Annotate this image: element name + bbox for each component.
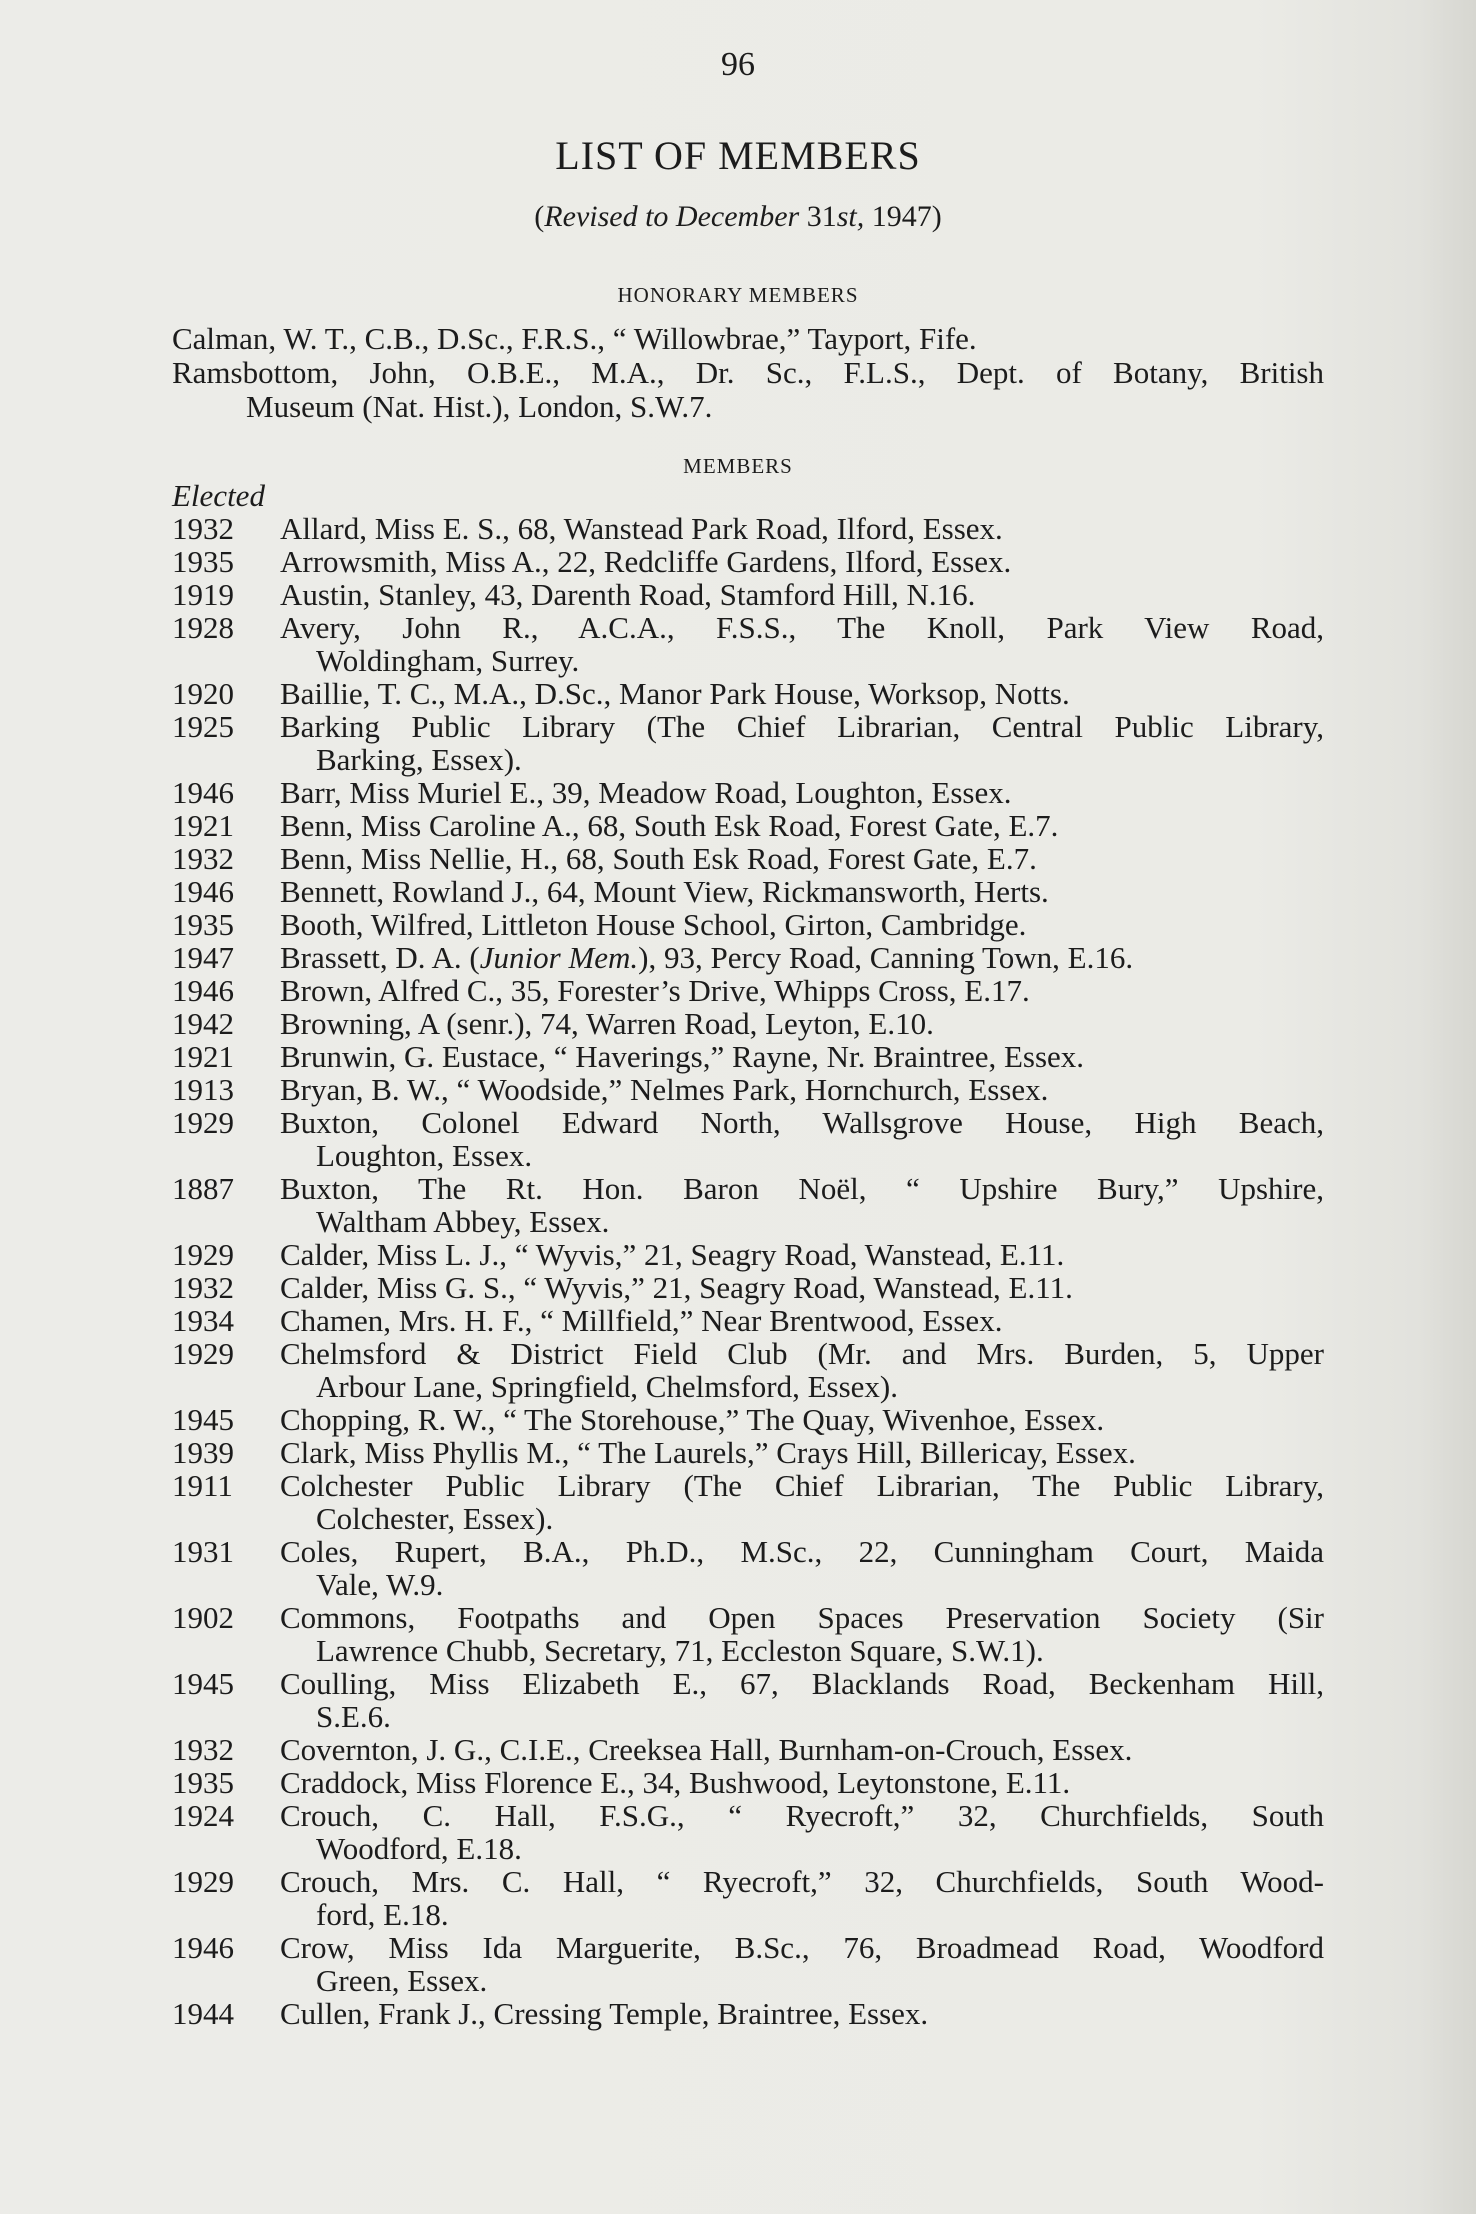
member-year: 1932: [172, 841, 234, 876]
member-year: 1913: [172, 1072, 234, 1107]
subtitle-year: 1947): [871, 200, 942, 233]
member-line: Avery, John R., A.C.A., F.S.S., The Knoll, Park View Road,: [280, 610, 1324, 645]
member-row: [172, 875, 1324, 908]
honorary-entry: Ramsbottom, John, O.B.E., M.A., Dr. Sc., F.L.S., Dept. of Botany, British: [172, 355, 1324, 390]
member-entry: [280, 611, 1324, 677]
member-entry: [280, 908, 1324, 941]
member-entry: [280, 1403, 1324, 1436]
member-line: Chopping, R. W., “ The Storehouse,” The Quay, Wivenhoe, Essex.: [280, 1402, 1105, 1437]
member-line: Coulling, Miss Elizabeth E., 67, Blacklands Road, Beckenham Hill,: [280, 1666, 1324, 1701]
member-entry: [280, 1733, 1324, 1766]
member-entry: [280, 1865, 1324, 1931]
member-row: [172, 1073, 1324, 1106]
member-line-continued: Waltham Abbey, Essex.: [316, 1204, 610, 1239]
member-row: [172, 512, 1324, 545]
member-entry: [280, 1469, 1324, 1535]
member-line: Buxton, Colonel Edward North, Wallsgrove House, High Beach,: [280, 1105, 1324, 1140]
member-year: 1929: [172, 1336, 234, 1371]
member-line: Barking Public Library (The Chief Librarian, Central Public Library,: [280, 709, 1324, 744]
member-line-continued: Arbour Lane, Springfield, Chelmsford, Essex).: [316, 1369, 898, 1404]
member-entry: [280, 776, 1324, 809]
member-year: 1920: [172, 676, 234, 711]
member-entry: [280, 1040, 1324, 1073]
member-entry: [280, 710, 1324, 776]
member-entry: [280, 1436, 1324, 1469]
member-year: 1929: [172, 1105, 234, 1140]
member-entry: [280, 545, 1324, 578]
member-year: 1935: [172, 1765, 234, 1800]
member-line: Austin, Stanley, 43, Darenth Road, Stamford Hill, N.16.: [280, 577, 976, 612]
member-line: Benn, Miss Caroline A., 68, South Esk Road, Forest Gate, E.7.: [280, 808, 1059, 843]
subtitle-italic: Revised to December: [544, 200, 800, 233]
member-row: [172, 1766, 1324, 1799]
member-year: 1929: [172, 1864, 234, 1899]
member-line-continued: Woodford, E.18.: [316, 1831, 522, 1866]
member-text: ), 93, Percy Road, Canning Town, E.16.: [638, 940, 1134, 975]
member-line-continued: Lawrence Chubb, Secretary, 71, Eccleston Square, S.W.1).: [316, 1633, 1044, 1668]
member-year: 1931: [172, 1534, 234, 1569]
member-year: 1887: [172, 1171, 234, 1206]
member-entry: [280, 1106, 1324, 1172]
member-year: 1947: [172, 940, 234, 975]
member-line: Booth, Wilfred, Littleton House School, Girton, Cambridge.: [280, 907, 1027, 942]
member-line: Chelmsford & District Field Club (Mr. and Mrs. Burden, 5, Upper: [280, 1336, 1324, 1371]
member-line: Crouch, C. Hall, F.S.G., “ Ryecroft,” 32, Churchfields, South: [280, 1798, 1324, 1833]
member-year: 1944: [172, 1996, 234, 2031]
member-entry: [280, 974, 1324, 1007]
member-line: Browning, A (senr.), 74, Warren Road, Leyton, E.10.: [280, 1006, 934, 1041]
member-year: 1942: [172, 1006, 234, 1041]
member-line-continued: Loughton, Essex.: [316, 1138, 533, 1173]
member-entry: [280, 875, 1324, 908]
member-year: 1932: [172, 1732, 234, 1767]
member-row: [172, 1304, 1324, 1337]
member-year: 1946: [172, 1930, 234, 1965]
member-entry: [280, 1337, 1324, 1403]
member-year: 1932: [172, 1270, 234, 1305]
member-row: [172, 1931, 1324, 1997]
member-row: [172, 1403, 1324, 1436]
member-line: Bennett, Rowland J., 64, Mount View, Rickmansworth, Herts.: [280, 874, 1049, 909]
member-row: [172, 1238, 1324, 1271]
member-row: [172, 941, 1324, 974]
member-row: [172, 842, 1324, 875]
member-entry: [280, 1601, 1324, 1667]
honorary-heading: HONORARY MEMBERS: [617, 283, 859, 307]
member-entry: [280, 1535, 1324, 1601]
member-year: 1946: [172, 973, 234, 1008]
member-line: Arrowsmith, Miss A., 22, Redcliffe Gardens, Ilford, Essex.: [280, 544, 1012, 579]
member-row: [172, 809, 1324, 842]
member-year: 1945: [172, 1666, 234, 1701]
member-year: 1939: [172, 1435, 234, 1470]
member-entry: [280, 1667, 1324, 1733]
member-row: [172, 1469, 1324, 1535]
member-year: 1935: [172, 544, 234, 579]
member-line: Commons, Footpaths and Open Spaces Preservation Society (Sir: [280, 1600, 1324, 1635]
member-year: 1902: [172, 1600, 234, 1635]
member-line-continued: Green, Essex.: [316, 1963, 488, 1998]
member-year: 1945: [172, 1402, 234, 1437]
member-line: Crouch, Mrs. C. Hall, “ Ryecroft,” 32, Churchfields, South Wood-: [280, 1864, 1324, 1899]
member-entry: [280, 1799, 1324, 1865]
member-line: Clark, Miss Phyllis M., “ The Laurels,” Crays Hill, Billericay, Essex.: [280, 1435, 1136, 1470]
member-text-italic: Junior Mem.: [479, 940, 639, 975]
member-text: Brassett, D. A. (: [280, 940, 480, 975]
member-entry: [280, 1766, 1324, 1799]
member-line: Allard, Miss E. S., 68, Wanstead Park Road, Ilford, Essex.: [280, 511, 1003, 546]
member-entry: [280, 677, 1324, 710]
member-year: 1929: [172, 1237, 234, 1272]
member-line: Craddock, Miss Florence E., 34, Bushwood, Leytonstone, E.11.: [280, 1765, 1071, 1800]
member-line: Covernton, J. G., C.I.E., Creeksea Hall, Burnham-on-Crouch, Essex.: [280, 1732, 1133, 1767]
member-entry: [280, 512, 1324, 545]
member-line-continued: Woldingham, Surrey.: [316, 643, 580, 678]
member-year: 1946: [172, 775, 234, 810]
member-line: Bryan, B. W., “ Woodside,” Nelmes Park, Hornchurch, Essex.: [280, 1072, 1049, 1107]
member-entry: [280, 941, 1324, 974]
member-line: Barr, Miss Muriel E., 39, Meadow Road, Loughton, Essex.: [280, 775, 1012, 810]
honorary-list: [172, 322, 1324, 424]
member-entry: [280, 1007, 1324, 1040]
member-year: 1911: [172, 1468, 233, 1503]
member-row: [172, 776, 1324, 809]
member-row: [172, 1172, 1324, 1238]
member-line-continued: Vale, W.9.: [316, 1567, 444, 1602]
page-number: 96: [721, 46, 755, 83]
member-row: [172, 1997, 1324, 2030]
member-row: [172, 1601, 1324, 1667]
member-year: 1921: [172, 1039, 234, 1074]
member-entry: [280, 809, 1324, 842]
member-entry: [280, 1073, 1324, 1106]
member-row: [172, 1271, 1324, 1304]
honorary-entry-continued: Museum (Nat. Hist.), London, S.W.7.: [246, 389, 713, 424]
member-row: [172, 1337, 1324, 1403]
member-row: [172, 611, 1324, 677]
member-year: 1928: [172, 610, 234, 645]
member-entry: [280, 1172, 1324, 1238]
member-line: Brunwin, G. Eustace, “ Haverings,” Rayne, Nr. Braintree, Essex.: [280, 1039, 1085, 1074]
member-entry: [280, 1931, 1324, 1997]
member-row: [172, 1436, 1324, 1469]
member-line: Chamen, Mrs. H. F., “ Millfield,” Near Brentwood, Essex.: [280, 1303, 1003, 1338]
member-row: [172, 1040, 1324, 1073]
member-line: Calder, Miss L. J., “ Wyvis,” 21, Seagry Road, Wanstead, E.11.: [280, 1237, 1065, 1272]
member-entry: [280, 1997, 1324, 2030]
member-row: [172, 1799, 1324, 1865]
member-line: Buxton, The Rt. Hon. Baron Noël, “ Upshire Bury,” Upshire,: [280, 1171, 1324, 1206]
member-row: [172, 677, 1324, 710]
member-line: Brown, Alfred C., 35, Forester’s Drive, Whipps Cross, E.17.: [280, 973, 1030, 1008]
member-row: [172, 908, 1324, 941]
member-line: Cullen, Frank J., Cressing Temple, Braintree, Essex.: [280, 1996, 929, 2031]
member-year: 1932: [172, 511, 234, 546]
member-row: [172, 1535, 1324, 1601]
member-row: [172, 1865, 1324, 1931]
honorary-entry: Calman, W. T., C.B., D.Sc., F.R.S., “ Willowbrae,” Tayport, Fife.: [172, 321, 977, 356]
member-year: 1924: [172, 1798, 234, 1833]
member-line-continued: S.E.6.: [316, 1699, 391, 1734]
page-title: LIST OF MEMBERS: [555, 133, 921, 178]
member-entry: [280, 842, 1324, 875]
member-line: Calder, Miss G. S., “ Wyvis,” 21, Seagry Road, Wanstead, E.11.: [280, 1270, 1073, 1305]
member-line-continued: ford, E.18.: [316, 1897, 449, 1932]
member-entry: [280, 578, 1324, 611]
member-row: [172, 1007, 1324, 1040]
member-year: 1919: [172, 577, 234, 612]
member-year: 1935: [172, 907, 234, 942]
member-year: 1934: [172, 1303, 234, 1338]
member-row: [172, 545, 1324, 578]
member-year: 1921: [172, 808, 234, 843]
member-line-continued: Colchester, Essex).: [316, 1501, 554, 1536]
member-row: [172, 710, 1324, 776]
member-line: Crow, Miss Ida Marguerite, B.Sc., 76, Broadmead Road, Woodford: [280, 1930, 1324, 1965]
member-line: Coles, Rupert, B.A., Ph.D., M.Sc., 22, Cunningham Court, Maida: [280, 1534, 1324, 1569]
member-line-continued: Barking, Essex).: [316, 742, 522, 777]
member-row: [172, 578, 1324, 611]
subtitle-day: 31: [806, 200, 837, 233]
member-entry: [280, 1304, 1324, 1337]
member-row: [172, 974, 1324, 1007]
members-list: [172, 512, 1324, 2030]
member-line: Benn, Miss Nellie, H., 68, South Esk Road, Forest Gate, E.7.: [280, 841, 1037, 876]
member-line: Baillie, T. C., M.A., D.Sc., Manor Park House, Worksop, Notts.: [280, 676, 1070, 711]
member-entry: [280, 1238, 1324, 1271]
members-heading: MEMBERS: [683, 454, 793, 478]
page-subtitle: (Revised to December 31st, 1947): [534, 200, 942, 233]
member-year: 1946: [172, 874, 234, 909]
member-row: [172, 1106, 1324, 1172]
member-line: [280, 941, 1324, 974]
member-row: [172, 1733, 1324, 1766]
subtitle-suffix: st,: [836, 200, 865, 233]
elected-label: Elected: [172, 478, 265, 513]
member-entry: [280, 1271, 1324, 1304]
member-year: 1925: [172, 709, 234, 744]
member-line: Colchester Public Library (The Chief Librarian, The Public Library,: [280, 1468, 1324, 1503]
member-row: [172, 1667, 1324, 1733]
